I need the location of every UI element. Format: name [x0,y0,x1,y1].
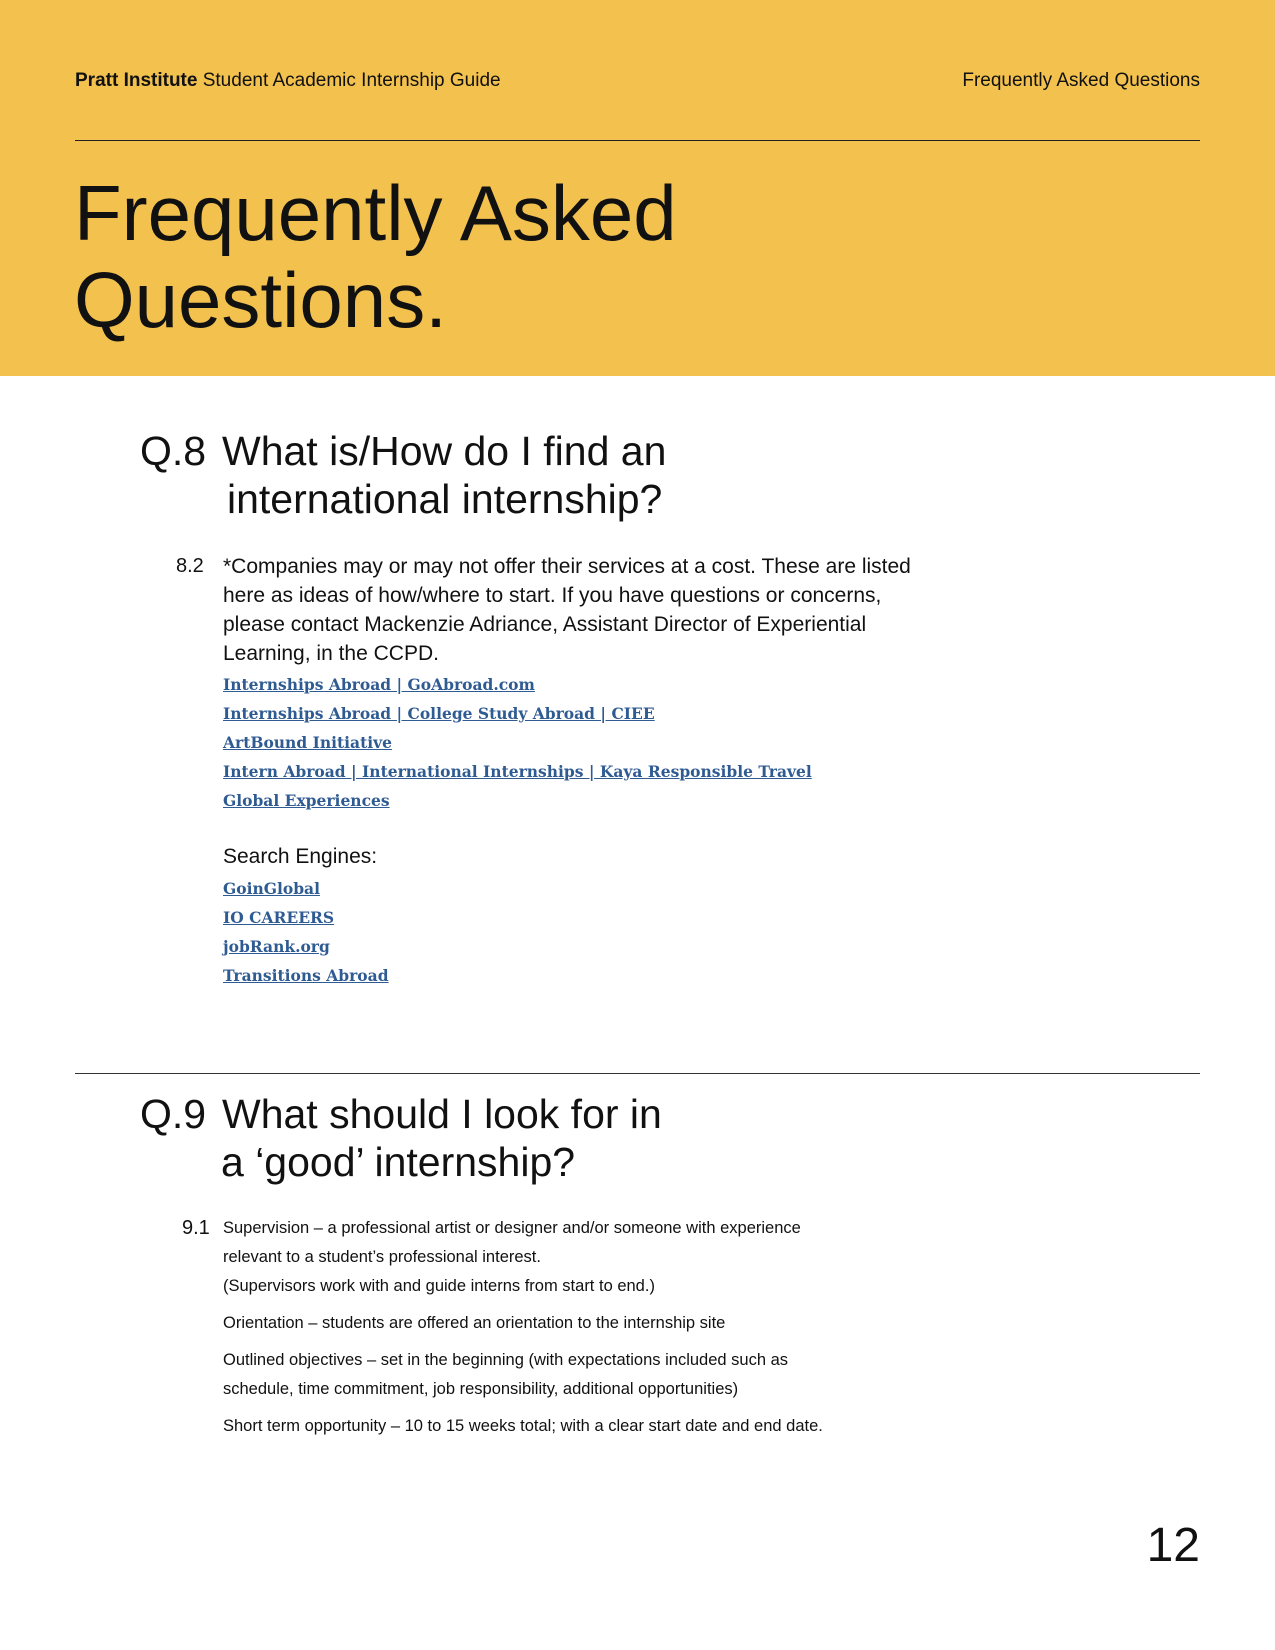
list-item-orientation [223,1309,943,1338]
search-engines-label: Search Engines: [223,845,378,868]
link-global-experiences[interactable]: Global Experiences [223,791,390,810]
item-line: Short term opportunity – 10 to 15 weeks total; with a clear start date and end date. [223,1417,823,1435]
header-divider [75,140,1200,141]
criteria-list [223,1214,943,1449]
running-header-title [75,70,501,92]
link-artbound[interactable]: ArtBound Initiative [223,733,392,752]
program-links [223,670,812,815]
link-transitions-abroad[interactable]: Transitions Abroad [223,966,389,985]
list-item-objectives [223,1346,943,1404]
item-line: (Supervisors work with and guide interns from start to end.) [223,1277,655,1295]
link-jobrank[interactable]: jobRank.org [223,937,330,956]
disclaimer-paragraph: *Companies may or may not offer their services at a cost. These are listed here as ideas of how/where to start. If you have questions or concerns, please contact Mackenzie Adriance, Assistant Director of Experiential Learning, in the CCPD. [223,555,911,665]
page-number: 12 [1146,1519,1200,1572]
link-io-careers[interactable]: IO CAREERS [223,908,335,927]
item-line: schedule, time commitment, job responsibility, additional opportunities) [223,1380,739,1398]
search-engine-links [223,874,389,990]
item-line: Outlined objectives – set in the beginning (with expectations included such as [223,1351,789,1369]
item-line: relevant to a student’s professional interest. [223,1248,541,1266]
question-line-1: What is/How do I find an [222,428,667,474]
item-line: Orientation – students are offered an orientation to the internship site [223,1314,726,1332]
page-title-line-1: Frequently Asked [74,169,677,257]
question-line-1: What should I look for in [222,1091,662,1137]
list-item-supervision [223,1214,943,1301]
question-number: Q.8 [140,428,207,474]
subsection-number: 9.1 [182,1217,210,1239]
list-item-short-term [223,1412,943,1441]
page-title [74,170,677,344]
link-goabroad[interactable]: Internships Abroad | GoAbroad.com [223,675,535,694]
link-kaya[interactable]: Intern Abroad | International Internships | Kaya Responsible Travel [223,762,812,781]
running-header-section: Frequently Asked Questions [962,70,1200,91]
guide-name: Student Academic Internship Guide [202,70,501,91]
question-line-2: international internship? [227,476,663,522]
org-name: Pratt Institute [75,70,198,91]
page-title-line-2: Questions. [74,256,447,344]
link-ciee[interactable]: Internships Abroad | College Study Abroad | CIEE [223,704,655,723]
question-number: Q.9 [140,1091,207,1137]
subsection-number: 8.2 [176,555,204,577]
item-line: Supervision – a professional artist or designer and/or someone with experience [223,1219,801,1237]
link-goinglobal[interactable]: GoinGlobal [223,879,320,898]
section-divider [75,1073,1200,1074]
question-line-2: a ‘good’ internship? [221,1139,576,1185]
